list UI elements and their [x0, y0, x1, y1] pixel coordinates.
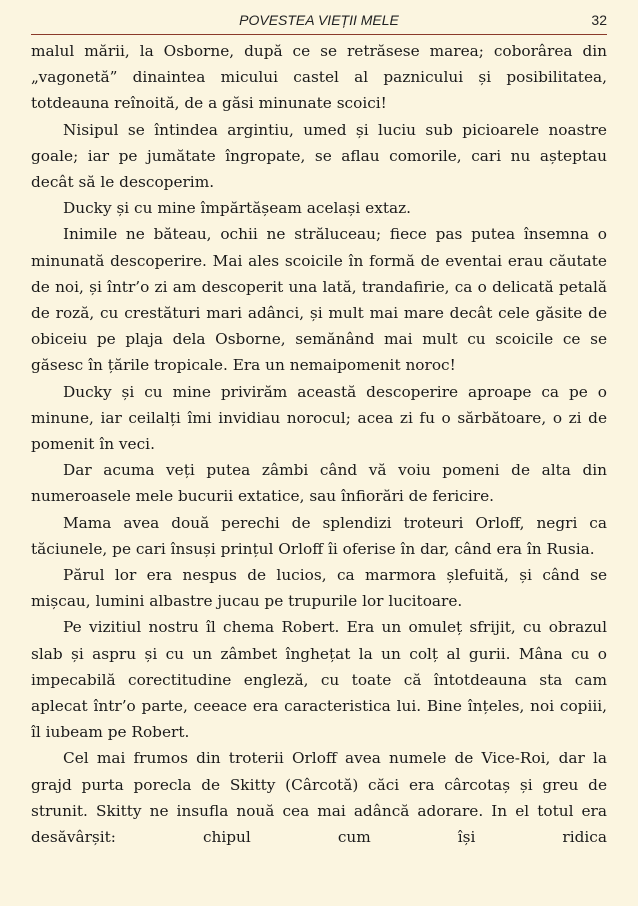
- paragraph: Pe vizitiul nostru îl chema Robert. Era un omuleț sfrijit, cu obrazul slab și aspru și cu un zâmbet înghețat la un colț al gurii. Mâna cu o impecabilă corectitudine engleză, cu toate că întotdeauna sta cam aplecat într’o parte, ceeace era caracteristica lui. Bine înțeles, noi copiii, îl iubeam pe Robert.: [31, 618, 607, 742]
- paragraph: Ducky și cu mine împărtășeam același extaz.: [63, 199, 412, 218]
- paragraph: malul mării, la Osborne, după ce se retrăsese marea; coborârea din „vagonetă” dinaintea micului castel al paznicului și posibilitatea, totdeauna reînoită, de a găsi minunate scoici!: [31, 42, 607, 113]
- running-title: POVESTEA VIEȚII MELE: [239, 12, 399, 28]
- paragraph: Mama avea două perechi de splendizi troteuri Orloff, negri ca tăciunele, pe cari însuși prințul Orloff îi oferise în dar, când era în Rusia.: [31, 513, 607, 558]
- paragraph: Inimile ne băteau, ochii ne străluceau; fiece pas putea însemna o minunată descoperire. Mai ales scoicile în formă de eventai erau căutate de noi, și într’o zi am descoperit una lată, trandafirie, ca o delicată petală de roză, cu crestături mari adânci, și mult mai mare decât cele găsite de obiceiu pe plaja dela Osborne, semănând mai mult cu scoicile ce se găsesc în țările tropicale. Era un nemaipomenit noroc!: [31, 225, 607, 375]
- page-number: 32: [591, 12, 607, 28]
- page-body: [31, 38, 607, 850]
- paragraph: Părul lor era nespus de lucios, ca marmora șlefuită, și când se mișcau, lumini albastre jucau pe trupurile lor lucitoare.: [31, 566, 607, 611]
- paragraph: Cel mai frumos din troterii Orloff avea numele de Vice-Roi, dar la grajd purta porecla de Skitty (Cârcotă) căci era cârcotaș și greu de strunit. Skitty ne insufla nouă cea mai adâncă adorare. In el totul era desăvârșit: chipul cum își ridica: [31, 749, 607, 847]
- paragraph: Ducky și cu mine privirăm această descoperire aproape ca pe o minune, iar ceilalți îmi invidiau norocul; acea zi fu o sărbătoare, o zi de pomenit în veci.: [31, 382, 607, 454]
- page-header: [31, 8, 607, 35]
- paragraph: Nisipul se întindea argintiu, umed și luciu sub picioarele noastre goale; iar pe jumătate îngropate, se aflau comorile, cari nu așteptau decât să le descoperim.: [31, 120, 607, 192]
- paragraph: Dar acuma veți putea zâmbi când vă voiu pomeni de alta din numeroasele mele bucurii extatice, sau înfiorări de fericire.: [31, 461, 607, 506]
